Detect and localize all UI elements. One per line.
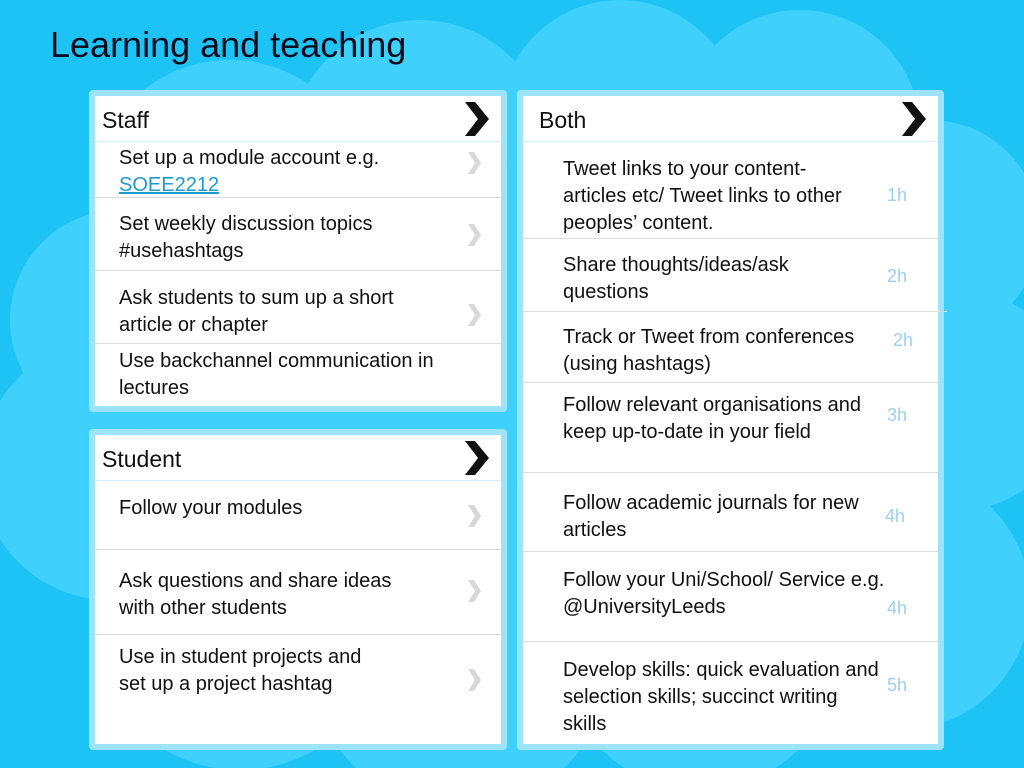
student-panel	[89, 429, 507, 750]
time-label: 2h	[893, 330, 914, 350]
student-item-text: Ask questions and share ideas with other students	[119, 570, 392, 619]
student-card	[95, 435, 501, 744]
time-label: 5h	[887, 675, 908, 695]
staff-item[interactable]	[95, 271, 501, 344]
student-item-text: Follow your modules	[119, 497, 303, 519]
page-title: Learning and teaching	[50, 24, 407, 65]
both-item[interactable]	[523, 312, 938, 383]
student-header[interactable]	[95, 435, 501, 481]
both-item-text: Track or Tweet from conferences (using hashtags)	[563, 326, 855, 375]
module-account-link[interactable]: SOEE2212	[119, 174, 220, 196]
staff-item[interactable]	[95, 344, 501, 406]
both-item-text: Follow your Uni/School/ Service e.g. @UniversityLeeds	[563, 569, 885, 618]
staff-header-label: Staff	[102, 107, 149, 133]
both-item-text: Tweet links to your content- articles etc/ Tweet links to other peoples’ content.	[563, 158, 842, 234]
both-item-text: Share thoughts/ideas/ask questions	[563, 254, 789, 303]
student-item[interactable]	[95, 481, 501, 550]
chevron-right-icon	[467, 304, 481, 326]
both-item-text: Follow academic journals for new articles	[563, 492, 859, 541]
chevron-right-icon	[463, 102, 489, 136]
staff-item-text: Set weekly discussion topics #usehashtags	[119, 213, 373, 262]
both-item-text: Follow relevant organisations and keep up-to-date in your field	[563, 394, 861, 443]
time-label: 4h	[885, 506, 906, 526]
both-item[interactable]	[523, 383, 938, 473]
both-item[interactable]	[523, 552, 938, 642]
staff-item[interactable]	[95, 142, 501, 198]
both-header[interactable]	[523, 96, 938, 142]
both-item-text: Develop skills: quick evaluation and selection skills; succinct writing skills	[563, 659, 879, 735]
student-item-text: Use in student projects and set up a project hashtag	[119, 646, 362, 695]
both-item[interactable]	[523, 142, 938, 239]
student-header-label: Student	[102, 446, 182, 472]
time-label: 4h	[887, 598, 908, 618]
staff-item-text: Set up a module account e.g.	[119, 147, 380, 169]
time-label: 1h	[887, 185, 908, 205]
chevron-right-icon	[467, 669, 481, 691]
both-item[interactable]	[523, 473, 938, 552]
chevron-right-icon	[467, 224, 481, 246]
both-header-label: Both	[539, 107, 587, 133]
staff-item-text: Use backchannel communication in lectures	[119, 350, 434, 399]
both-item[interactable]	[523, 642, 938, 744]
staff-header[interactable]	[95, 96, 501, 142]
chevron-right-icon	[463, 441, 489, 475]
both-panel	[517, 90, 944, 750]
chevron-right-icon	[900, 102, 926, 136]
chevron-right-icon	[467, 505, 481, 527]
student-item[interactable]	[95, 550, 501, 635]
both-card	[523, 96, 938, 744]
staff-panel	[89, 90, 507, 412]
chevron-right-icon	[467, 152, 481, 174]
chevron-right-icon	[467, 580, 481, 602]
student-item[interactable]	[95, 635, 501, 744]
both-item[interactable]	[523, 239, 938, 312]
time-label: 3h	[887, 405, 908, 425]
staff-item[interactable]	[95, 198, 501, 271]
time-label: 2h	[887, 266, 908, 286]
staff-item-text: Ask students to sum up a short article or chapter	[119, 287, 394, 336]
divider	[527, 311, 947, 312]
staff-card	[95, 96, 501, 406]
